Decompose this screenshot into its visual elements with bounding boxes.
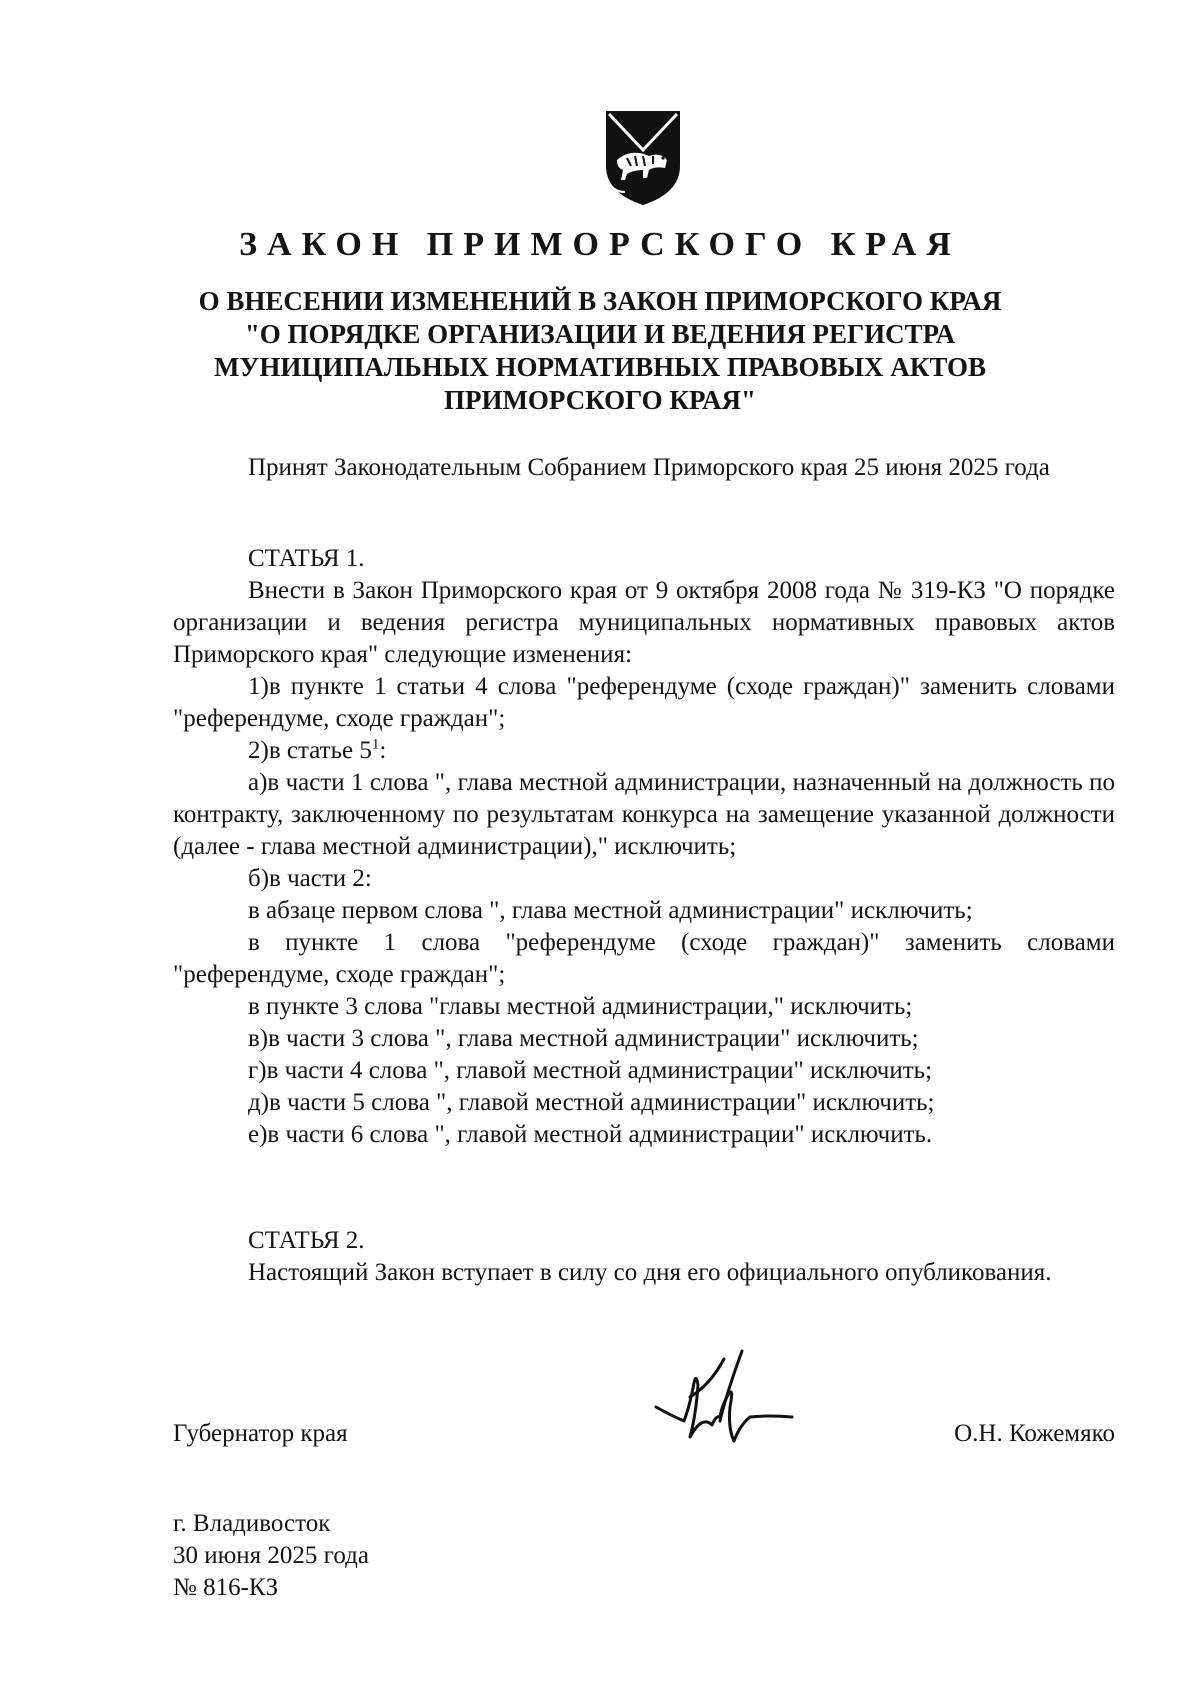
item-2-text: 2)в статье 5 (248, 737, 372, 764)
law-subtitle (60, 285, 1140, 417)
article-2 (173, 1225, 1115, 1289)
amendment-b-line-1: в абзаце первом слова ", глава местной администрации" исключить; (248, 897, 973, 924)
amendment-subitem-e: е)в части 6 слова ", главой местной администрации" исключить. (248, 1121, 933, 1148)
adoption-note: Принят Законодательным Собранием Приморского края 25 июня 2025 года (248, 454, 1050, 481)
signatory-position: Губернатор края (173, 1420, 348, 1447)
law-title: ЗАКОН ПРИМОРСКОГО КРАЯ (239, 226, 961, 263)
amendment-subitem-a: а)в части 1 слова ", глава местной администрации, назначенный на должность по контракту, заключенному по результатам конкурса на замещение указанной должности (далее - глава местной администрации)," исключить; (173, 769, 1115, 860)
amendment-subitem-d: д)в части 5 слова ", главой местной администрации" исключить; (248, 1089, 935, 1116)
article-1-heading: СТАТЬЯ 1. (248, 545, 365, 572)
signing-date: 30 июня 2025 года (173, 1542, 369, 1569)
amendment-subitem-g: г)в части 4 слова ", главой местной администрации" исключить; (248, 1057, 933, 1084)
amendment-b-line-3: в пункте 3 слова "главы местной администрации," исключить; (248, 993, 913, 1020)
signatory-name: О.Н. Кожемяко (954, 1420, 1115, 1447)
amendment-b-line-2: в пункте 1 слова "референдуме (сходе граждан)" заменить словами "референдуме, сходе граждан"; (173, 929, 1115, 988)
signing-details (173, 1508, 369, 1604)
handwritten-signature (650, 1345, 800, 1455)
amendment-item-1: 1)в пункте 1 статьи 4 слова "референдуме (сходе граждан)" заменить словами "референдуме, сходе граждан"; (173, 673, 1115, 732)
adoption-note-block (173, 452, 1115, 484)
coat-of-arms-icon (603, 108, 683, 208)
subtitle-line: О ВНЕСЕНИИ ИЗМЕНЕНИЙ В ЗАКОН ПРИМОРСКОГО КРАЯ (198, 286, 1002, 316)
amendment-item-2 (173, 735, 1115, 767)
article-2-heading: СТАТЬЯ 2. (248, 1227, 365, 1254)
item-2-colon: : (379, 737, 387, 764)
amendment-subitem-v: в)в части 3 слова ", глава местной администрации" исключить; (248, 1025, 919, 1052)
subtitle-line: ПРИМОРСКОГО КРАЯ" (443, 385, 757, 415)
signing-place: г. Владивосток (173, 1510, 331, 1537)
article-2-text: Настоящий Закон вступает в силу со дня его официального опубликования. (248, 1259, 1052, 1286)
law-number: № 816-КЗ (173, 1574, 279, 1601)
article-1 (173, 543, 1115, 1151)
item-2-superscript: 1 (371, 736, 380, 753)
subtitle-line: МУНИЦИПАЛЬНЫХ НОРМАТИВНЫХ ПРАВОВЫХ АКТОВ (214, 352, 986, 382)
article-1-intro: Внести в Закон Приморского края от 9 октября 2008 года № 319-КЗ "О порядке организации и ведения регистра муниципальных нормативных правовых актов Приморского края" следующие изменения: (173, 577, 1115, 668)
subtitle-line: "О ПОРЯДКЕ ОРГАНИЗАЦИИ И ВЕДЕНИЯ РЕГИСТРА (244, 319, 956, 349)
amendment-subitem-b: б)в части 2: (248, 865, 372, 892)
